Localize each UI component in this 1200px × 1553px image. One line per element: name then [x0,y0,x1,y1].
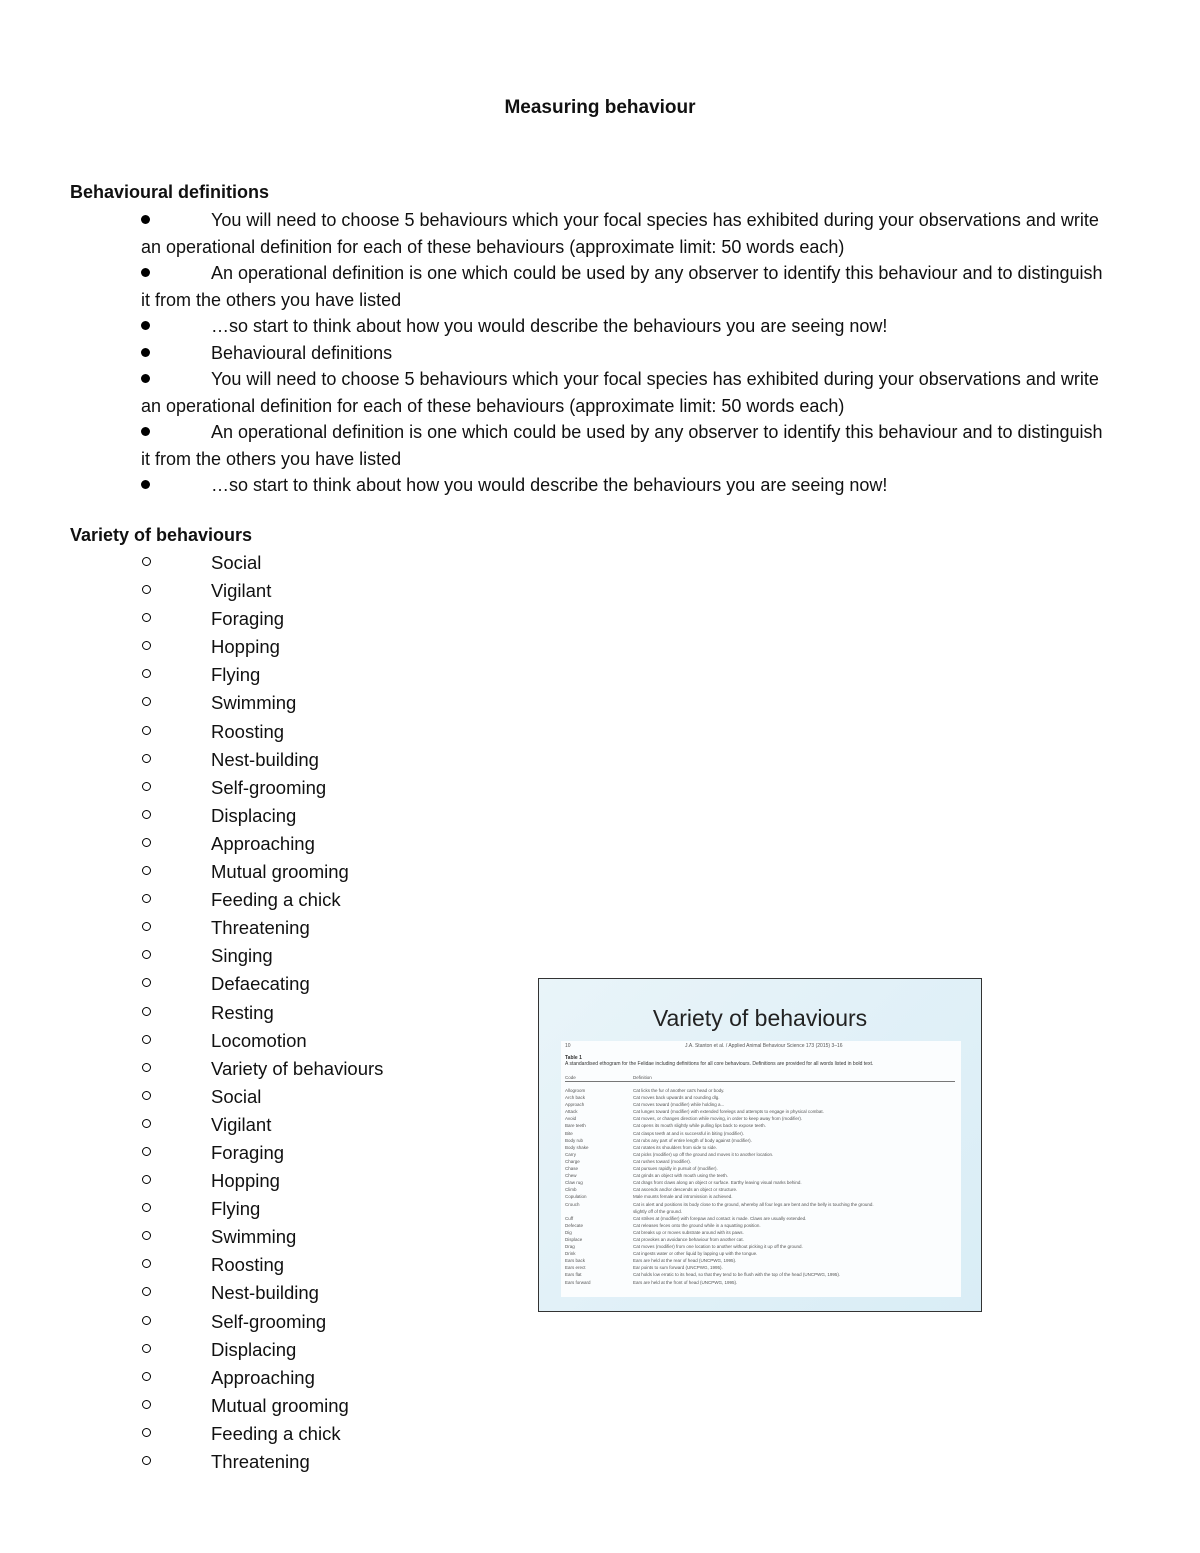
table-row [565,1108,955,1115]
hollow-circle-bullet-icon [142,1287,151,1296]
variety-list-item [0,1392,520,1420]
variety-list-item [0,914,520,942]
table-row [565,1094,955,1101]
bullet-dot-icon [141,480,150,489]
table-row [565,1236,955,1243]
table-row [565,1193,955,1200]
table-row [565,1271,955,1278]
variety-item-text: Resting [211,1001,274,1023]
section-heading-definitions: Behavioural definitions [70,182,270,202]
table-row [565,1137,955,1144]
table-row [565,1215,955,1222]
hollow-circle-bullet-icon [142,697,151,706]
table-row [565,1279,955,1286]
bullet-dot-icon [141,348,150,357]
table-row [565,1130,955,1137]
definitions-bullet-list [0,207,1200,499]
definition-bullet-item [0,472,1106,499]
table-cell-code: Avoid [565,1116,577,1122]
table-page-number: 10 [565,1043,571,1049]
table-cell-definition: slightly off of the ground. [633,1208,682,1214]
variety-item-text: Mutual grooming [211,861,349,883]
table-row [565,1243,955,1250]
bullet-dot-icon [141,215,150,224]
variety-list-item [0,577,520,605]
definition-bullet-text: An operational definition is one which could be used by any observer to identify this behaviour and to distinguish it from the others you have listed [141,263,1103,310]
table-cell-definition: Cat breaks up or moves substrate around with its paws. [633,1229,744,1235]
variety-list-item [0,1083,520,1111]
table-cell-definition: Ears are held at the rear of head (UNCPWG, 1995). [633,1258,737,1264]
variety-list-item [0,858,520,886]
table-cell-definition: Cat strikes at (modifier) with forepaw and contact is made. Claws are usually extended. [633,1215,807,1221]
table-cell-code: Defecate [565,1222,584,1228]
variety-item-text: Singing [211,945,273,967]
hollow-circle-bullet-icon [142,585,151,594]
table-row [565,1122,955,1129]
embedded-slide-image [538,978,982,1312]
definition-bullet-text: Behavioural definitions [211,342,393,363]
variety-item-text: Social [211,552,262,573]
definition-bullet-item [0,260,1106,313]
table-cell-definition: Ear points to sum forward (UNCPWG, 1995). [633,1265,723,1271]
table-cell-definition: Cat clasps teeth at and is successful in biting (modifier). [633,1130,745,1136]
variety-list-item [0,942,520,970]
hollow-circle-bullet-icon [142,1175,151,1184]
variety-item-text: Threatening [211,1451,310,1472]
table-row [565,1158,955,1165]
variety-item-text: Self-grooming [211,1310,327,1332]
hollow-circle-bullet-icon [142,1035,151,1044]
table-cell-definition: Cat ingests water or other liquid by lapping up with the tongue. [633,1251,758,1257]
variety-item-text: Self-grooming [211,776,327,798]
variety-item-text: Displacing [211,1338,297,1360]
variety-list-item [0,999,520,1027]
slide-title: Variety of behaviours [652,1005,868,1031]
variety-item-text: Mutual grooming [211,1394,349,1416]
table-citation [565,1043,957,1049]
table-cell-code: Crouch [565,1201,580,1207]
ethogram-table [561,1041,961,1297]
variety-list-item [0,1420,520,1448]
definition-bullet-item [0,340,1106,367]
table-cell-code: Climb [565,1187,577,1193]
hollow-circle-bullet-icon [142,978,151,987]
table-header-definition: Definition [633,1075,652,1080]
hollow-circle-bullet-icon [142,1091,151,1100]
variety-list-item [0,549,520,577]
table-cell-code: Chase [565,1166,579,1172]
hollow-circle-bullet-icon [142,950,151,959]
variety-item-text: Hopping [211,636,280,658]
table-row [565,1115,955,1122]
variety-list-item [0,1027,520,1055]
variety-list-item [0,1167,520,1195]
hollow-circle-bullet-icon [142,1119,151,1128]
hollow-circle-bullet-icon [142,669,151,678]
variety-list-item [0,746,520,774]
variety-list-item [0,1139,520,1167]
variety-item-text: Nest-building [211,748,319,770]
bullet-dot-icon [141,427,150,436]
table-cell-definition: Cat pursues rapidly in pursuit of (modifier). [633,1166,718,1172]
table-rows [565,1087,955,1286]
table-row [565,1179,955,1186]
variety-list-item [0,661,520,689]
hollow-circle-bullet-icon [142,726,151,735]
table-cell-definition: Cat picks (modifier) up off the ground and moves it to another location. [633,1151,774,1157]
table-cell-definition: Cat rotates its shoulders from side to side. [633,1144,718,1150]
table-cell-code: Drag [565,1244,575,1250]
table-row [565,1151,955,1158]
variety-list-item [0,1223,520,1251]
table-cell-definition: Cat rubs any part of entire length of body against (modifier). [633,1137,752,1143]
table-citation-text: J.A. Stanton et al. / Applied Animal Behaviour Science 173 (2015) 3–16 [684,1043,843,1049]
table-cell-code: Claw rug [565,1180,583,1186]
definition-bullet-item [0,366,1106,419]
table-row [565,1257,955,1264]
variety-list-item [0,633,520,661]
variety-item-text: Foraging [211,608,285,630]
table-cell-code: Cuff [565,1215,574,1221]
hollow-circle-bullet-icon [142,641,151,650]
variety-item-text: Flying [211,664,261,686]
table-header-code: Code [565,1075,576,1080]
table-cell-code: Arch back [565,1095,586,1101]
hollow-circle-bullet-icon [142,1344,151,1353]
variety-item-text: Flying [211,1198,261,1220]
variety-list-item [0,1279,520,1307]
variety-item-text: Variety of behaviours [211,1057,384,1079]
table-row [565,1101,955,1108]
table-row [565,1264,955,1271]
hollow-circle-bullet-icon [142,922,151,931]
table-label: Table 1 [565,1055,582,1061]
table-row [565,1250,955,1257]
definition-bullet-text: You will need to choose 5 behaviours which your focal species has exhibited during your observations and write an operational definition for each of these behaviours (approximate limit: 50 words each) [141,210,1099,257]
hollow-circle-bullet-icon [142,754,151,763]
variety-list-item [0,1055,520,1083]
hollow-circle-bullet-icon [142,1316,151,1325]
variety-item-text: Nest-building [211,1282,319,1304]
table-cell-definition: Cat rushes toward (modifier). [633,1158,692,1164]
hollow-circle-bullet-icon [142,782,151,791]
variety-item-text: Defaecating [211,973,310,995]
variety-list-item [0,718,520,746]
variety-list-item [0,886,520,914]
variety-list-item [0,1195,520,1223]
table-cell-definition: Cat ascends and/or descends an object or structure. [633,1187,738,1193]
variety-list-item [0,605,520,633]
table-cell-definition: Cat provokes an avoidance behaviour from another cat. [633,1236,744,1242]
bullet-dot-icon [141,321,150,330]
table-row [565,1201,955,1208]
definition-bullet-text: …so start to think about how you would describe the behaviours you are seeing now! [211,316,888,336]
variety-list-item [0,1111,520,1139]
variety-list-item [0,1308,520,1336]
definition-bullet-text: An operational definition is one which could be used by any observer to identify this behaviour and to distinguish it from the others you have listed [141,422,1103,469]
hollow-circle-bullet-icon [142,894,151,903]
table-cell-definition: Cat moves toward (modifier) while holding a... [633,1102,725,1108]
table-row [565,1222,955,1229]
hollow-circle-bullet-icon [142,1203,151,1212]
variety-list-item [0,774,520,802]
hollow-circle-bullet-icon [142,810,151,819]
table-cell-definition: Male mounts female and intromission is achieved. [633,1194,733,1200]
hollow-circle-bullet-icon [142,613,151,622]
table-cell-definition: Cat opens its mouth slightly while pulling lips back to expose teeth. [633,1123,766,1129]
table-row [565,1172,955,1179]
bullet-dot-icon [141,374,150,383]
table-cell-code: Ears flat [565,1272,582,1278]
table-cell-definition: Cat releases feces onto the ground while in a squatting position. [633,1222,761,1228]
table-cell-code: Bare teeth [565,1123,586,1129]
table-cell-code: Charge [565,1158,580,1164]
hollow-circle-bullet-icon [142,838,151,847]
table-cell-code: Chew [565,1173,577,1179]
definition-bullet-item [0,313,1106,340]
section-heading-variety: Variety of behaviours [70,525,253,545]
variety-list-item [0,689,520,717]
variety-item-text: Hopping [211,1170,280,1192]
table-cell-code: Body shake [565,1144,589,1150]
table-cell-definition: Cat moves, or changes direction while moving, in order to keep away from (modifier). [633,1116,803,1122]
table-cell-definition: Ears are held at the front of head (UNCPWG, 1995). [633,1279,738,1285]
variety-item-text: Vigilant [211,580,272,602]
hollow-circle-bullet-icon [142,1456,151,1465]
table-cell-definition: Cat licks the fur of another cat's head or body. [633,1088,725,1093]
variety-item-text: Social [211,1085,262,1107]
table-cell-code: Ears forward [565,1279,591,1285]
table-cell-code: Body rub [565,1137,584,1143]
variety-item-text: Threatening [211,917,310,939]
variety-item-text: Feeding a chick [211,889,341,911]
table-cell-code: Attack [565,1109,578,1115]
table-cell-code: Approach [565,1102,585,1108]
table-row [565,1144,955,1151]
variety-list-item [0,1251,520,1279]
variety-item-text: Foraging [211,1141,285,1163]
table-row [565,1087,955,1094]
variety-item-text: Approaching [211,832,315,854]
definition-bullet-item [0,207,1106,260]
variety-item-text: Displacing [211,804,297,826]
hollow-circle-bullet-icon [142,1007,151,1016]
table-cell-code: Bite [565,1130,573,1136]
hollow-circle-bullet-icon [142,1259,151,1268]
variety-behaviour-list [0,549,520,1476]
variety-list-item [0,1336,520,1364]
table-caption-text: A standardised ethogram for the Felidae including definitions for all core behaviours. Definitions are provided for all words listed in bold text. [565,1061,874,1067]
table-cell-code: Copulation [565,1194,587,1200]
document-title: Measuring behaviour [504,97,696,118]
variety-list-item [0,830,520,858]
table-cell-code: Allogroom [565,1088,586,1093]
hollow-circle-bullet-icon [142,866,151,875]
variety-list-item [0,1364,520,1392]
definition-bullet-text: You will need to choose 5 behaviours which your focal species has exhibited during your observations and write an operational definition for each of these behaviours (approximate limit: 50 words each) [141,369,1099,416]
table-cell-code: Carry [565,1151,576,1157]
table-cell-code: Dig [565,1229,572,1235]
table-cell-definition: Cat grinds an object with mouth using the teeth. [633,1173,729,1179]
hollow-circle-bullet-icon [142,1372,151,1381]
table-caption [565,1055,955,1067]
definition-bullet-item [0,419,1106,472]
definition-bullet-text: …so start to think about how you would describe the behaviours you are seeing now! [211,475,888,495]
table-row [565,1229,955,1236]
variety-item-text: Vigilant [211,1113,272,1135]
variety-item-text: Feeding a chick [211,1422,341,1444]
table-cell-code: Ears erect [565,1265,586,1271]
table-row [565,1208,955,1215]
hollow-circle-bullet-icon [142,1400,151,1409]
table-cell-definition: Cat moves (modifier) from one location to another without picking it up off the ground. [633,1244,803,1250]
hollow-circle-bullet-icon [142,557,151,566]
table-row [565,1186,955,1193]
table-cell-code: Displace [565,1236,583,1242]
table-cell-code: Ears back [565,1258,586,1264]
variety-item-text: Roosting [211,1254,285,1276]
variety-list-item [0,802,520,830]
variety-list-item [0,1448,520,1476]
table-row [565,1165,955,1172]
hollow-circle-bullet-icon [142,1231,151,1240]
hollow-circle-bullet-icon [142,1428,151,1437]
hollow-circle-bullet-icon [142,1147,151,1156]
variety-item-text: Swimming [211,1226,297,1248]
variety-item-text: Approaching [211,1366,315,1388]
variety-item-text: Swimming [211,692,297,714]
variety-list-item [0,970,520,998]
bullet-dot-icon [141,268,150,277]
table-cell-definition: Cat moves back upwards and rounding dlg. [633,1095,720,1101]
table-cell-definition: Cat holds low erratic to its head, so that they tend to be flush with the top of the head (UNCPWG, 1995). [633,1272,841,1278]
table-header [565,1075,955,1082]
table-cell-definition: Cat drags front claws along an object or surface. Earthy leaving visual marks behind. [633,1180,802,1186]
hollow-circle-bullet-icon [142,1063,151,1072]
table-cell-code: Drink [565,1251,576,1257]
table-cell-definition: Cat is alert and positions its body close to the ground, whereby all four legs are bent and the belly is touching the ground. [633,1201,874,1207]
variety-item-text: Roosting [211,720,285,742]
variety-item-text: Locomotion [211,1029,307,1051]
table-cell-definition: Cat lunges toward (modifier) with extended forelegs and attempts to engage in physical combat. [633,1109,824,1115]
